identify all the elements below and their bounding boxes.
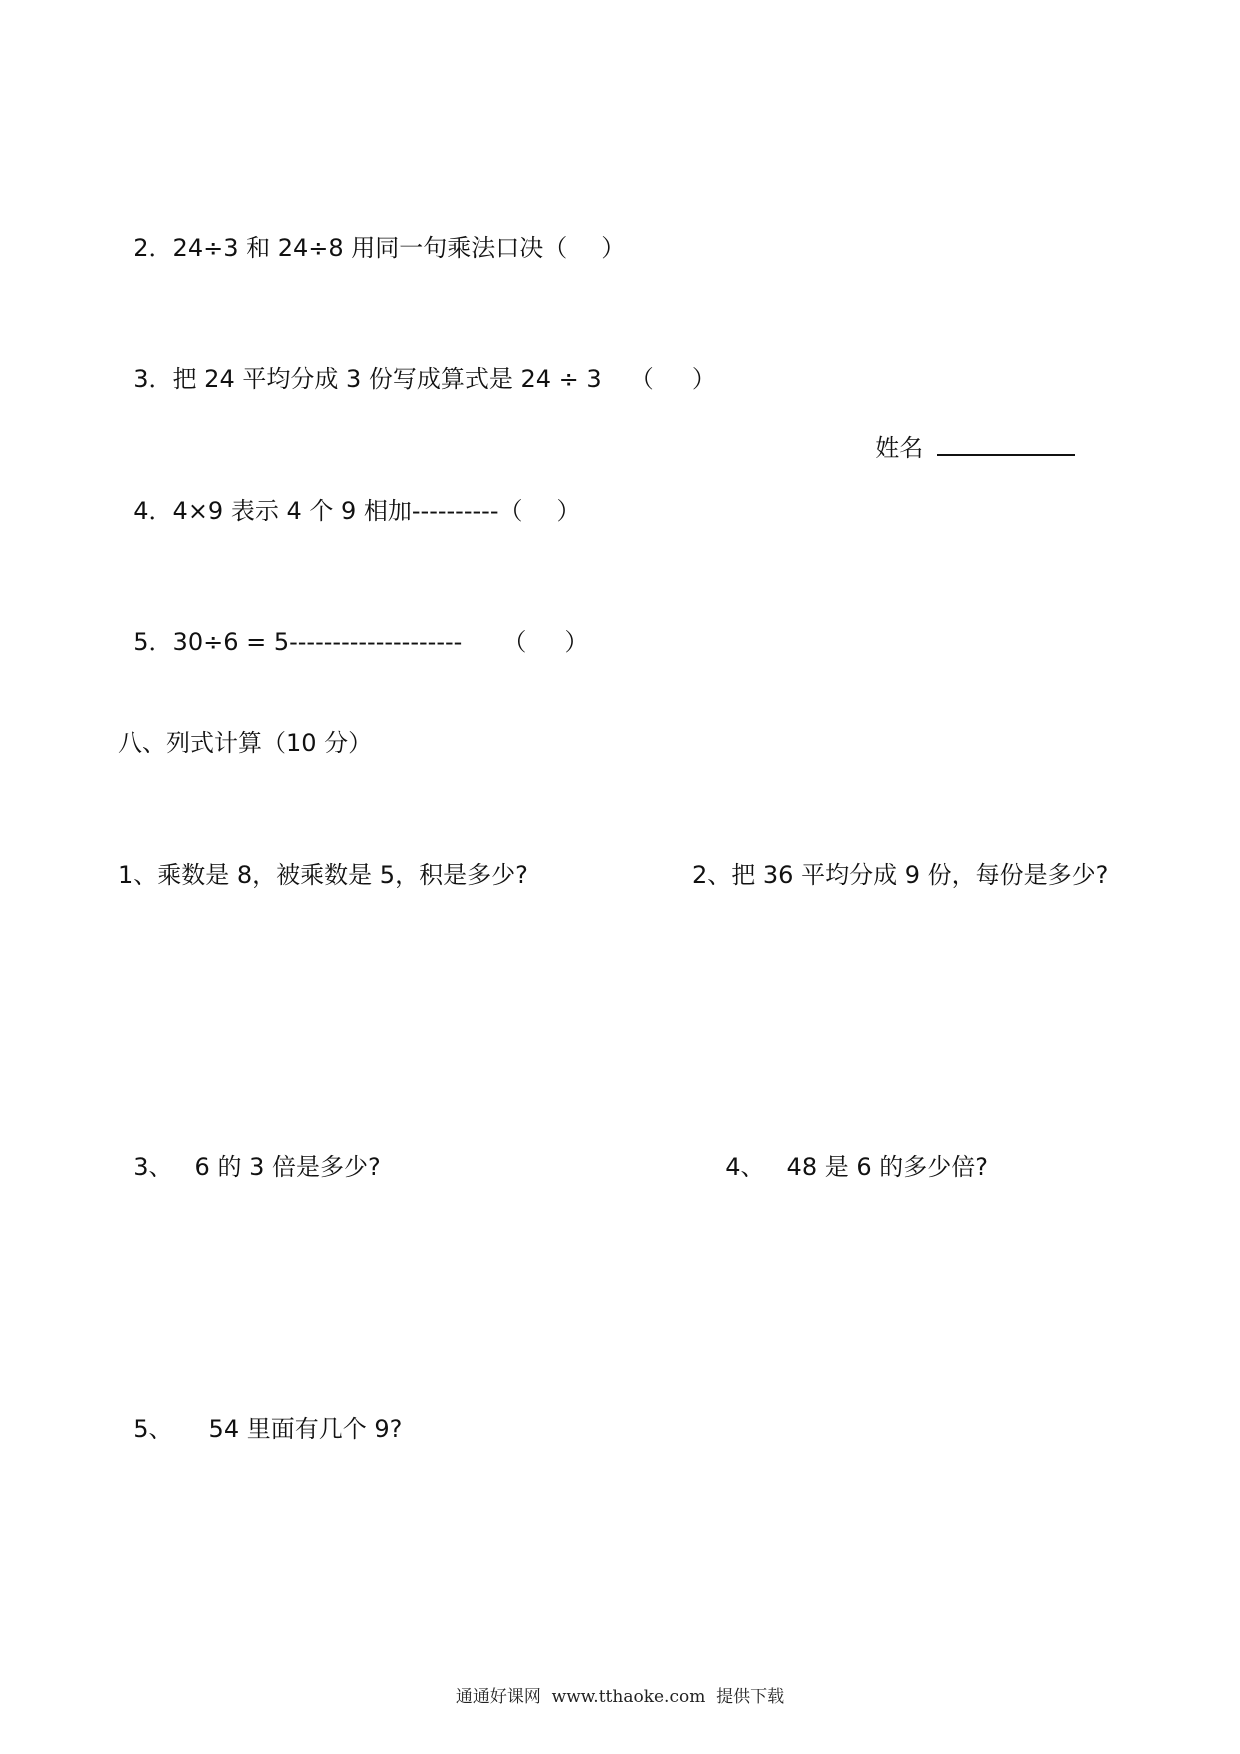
question-3-text: 把 24 平均分成 3 份写成算式是 24 ÷ 3 <box>172 365 602 393</box>
problem-1: 1、乘数是 8，被乘数是 5，积是多少? <box>118 861 528 889</box>
name-blank-line <box>937 430 1075 456</box>
problem-3-text: 6 的 3 倍是多少? <box>194 1153 381 1181</box>
question-4 <box>118 466 580 526</box>
name-field <box>860 400 1075 463</box>
question-3-number: 3． <box>133 365 173 393</box>
problem-2: 2、把 36 平均分成 9 份，每份是多少? <box>692 861 1109 889</box>
problem-3-number: 3、 <box>133 1153 173 1181</box>
question-2 <box>118 203 625 263</box>
question-4-answer-close: ） <box>556 497 581 525</box>
name-label: 姓名 <box>875 434 924 462</box>
problem-4 <box>710 1122 988 1182</box>
question-2-answer-close: ） <box>601 234 626 262</box>
problem-5-text: 54 里面有几个 9? <box>208 1415 403 1443</box>
question-5 <box>118 597 588 657</box>
problem-3 <box>118 1122 381 1182</box>
section-8-title: 八、列式计算（10 分） <box>118 729 373 757</box>
question-3 <box>118 334 716 394</box>
question-5-answer-blank: （ ） <box>502 628 589 656</box>
problem-4-number: 4、 <box>725 1153 765 1181</box>
question-4-text: 4×9 表示 4 个 9 相加----------（ <box>172 497 523 525</box>
problem-5-number: 5、 <box>133 1415 173 1443</box>
question-2-number: 2． <box>133 234 173 262</box>
problem-5 <box>118 1384 402 1444</box>
problem-4-text: 48 是 6 的多少倍? <box>786 1153 988 1181</box>
question-5-text: 30÷6 = 5-------------------- <box>172 628 463 656</box>
footer-credit: 通通好课网 www.tthaoke.com 提供下载 <box>455 1687 785 1707</box>
question-4-number: 4． <box>133 497 173 525</box>
question-3-answer-blank: （ ） <box>629 365 716 393</box>
question-2-text: 24÷3 和 24÷8 用同一句乘法口决（ <box>172 234 568 262</box>
question-5-number: 5． <box>133 628 173 656</box>
